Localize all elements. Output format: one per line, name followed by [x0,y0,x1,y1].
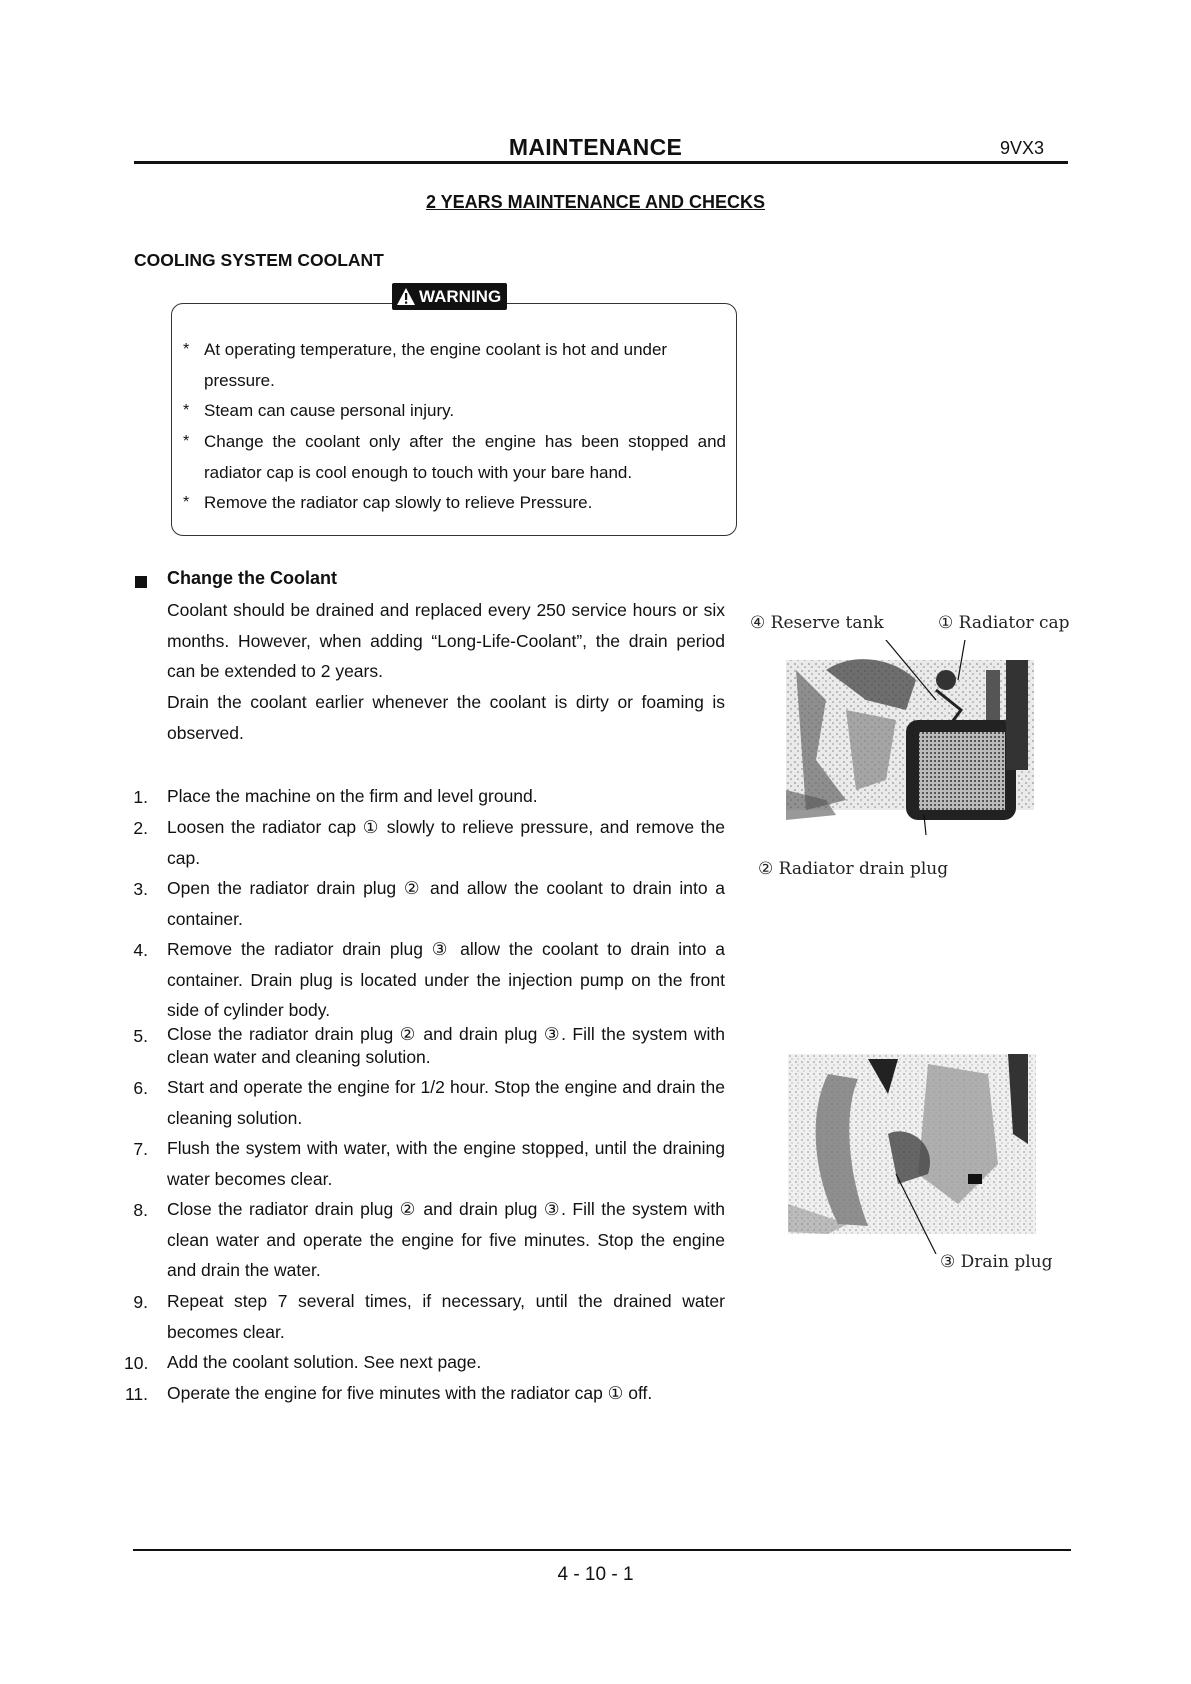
step-number: 6. [133,1078,148,1098]
warning-text: At operating temperature, the engine coolant is hot and under pressure. [204,340,668,390]
step-text: Repeat step 7 several times, if necessary, until the drained water becomes clear. [167,1291,725,1342]
bullet-star: * [183,341,190,358]
page-number: 4 - 10 - 1 [557,1564,634,1585]
bullet-star: * [183,494,190,511]
paragraph: Coolant should be drained and replaced every 250 service hours or six months. However, when adding “Long-Life-Coolant”, the drain period can be extended to 2 years. [167,600,725,681]
model-code: 9VX3 [1000,138,1045,158]
subsection-heading: Change the Coolant [167,568,337,588]
step-number: 5. [133,1026,148,1046]
label-radiator-cap: ① Radiator cap [938,613,1070,633]
warning-text: Remove the radiator cap slowly to relieve Pressure. [204,493,593,512]
step-text: Remove the radiator drain plug ③ allow the coolant to drain into a container. Drain plug is located under the injection pump on the front side of cylinder body. [167,939,725,1020]
warning-text: Change the coolant only after the engine has been stopped and radiator cap is cool enough to touch with your bare hand. [204,432,726,482]
warning-text: Steam can cause personal injury. [204,401,455,420]
step-number: 1. [133,787,148,807]
step-text: Add the coolant solution. See next page. [167,1352,482,1372]
square-bullet-icon [135,576,147,588]
step-number: 10. [124,1353,149,1373]
step-number: 4. [133,940,148,960]
step-number: 2. [133,818,148,838]
step-text: Close the radiator drain plug ② and drain plug ③. Fill the system with clean water and cleaning solution. [167,1024,725,1067]
page-header-title: MAINTENANCE [508,134,683,160]
drain-plug-photo [788,1054,1036,1254]
label-drain-plug: ③ Drain plug [940,1252,1053,1272]
warning-badge [392,283,507,310]
header-divider [134,161,1068,164]
step-number: 9. [133,1292,148,1312]
step-text: Operate the engine for five minutes with the radiator cap ① off. [167,1383,653,1403]
radiator-photo [786,640,1034,835]
label-radiator-drain-plug: ② Radiator drain plug [758,859,949,879]
section-subtitle: 2 YEARS MAINTENANCE AND CHECKS [425,192,766,212]
footer-divider [133,1549,1071,1551]
step-text: Flush the system with water, with the engine stopped, until the draining water becomes clear. [167,1138,725,1189]
section-title: COOLING SYSTEM COOLANT [134,250,384,270]
step-number: 7. [133,1139,148,1159]
bullet-star: * [183,433,190,450]
step-text: Close the radiator drain plug ② and drain plug ③. Fill the system with clean water and operate the engine for five minutes. Stop the engine and drain the water. [167,1199,725,1280]
step-text: Place the machine on the firm and level ground. [167,786,538,806]
step-text: Open the radiator drain plug ② and allow the coolant to drain into a container. [167,878,725,929]
paragraph: Drain the coolant earlier whenever the coolant is dirty or foaming is observed. [167,692,725,743]
step-number: 8. [133,1200,148,1220]
warning-label: WARNING [419,287,502,306]
step-number: 11. [124,1384,148,1404]
label-reserve-tank: ④ Reserve tank [750,613,884,633]
warning-triangle-icon [396,287,416,306]
bullet-star: * [183,402,190,419]
step-text: Loosen the radiator cap ① slowly to relieve pressure, and remove the cap. [167,817,725,868]
step-text: Start and operate the engine for 1/2 hour. Stop the engine and drain the cleaning solution. [167,1077,725,1128]
step-number: 3. [133,879,148,899]
